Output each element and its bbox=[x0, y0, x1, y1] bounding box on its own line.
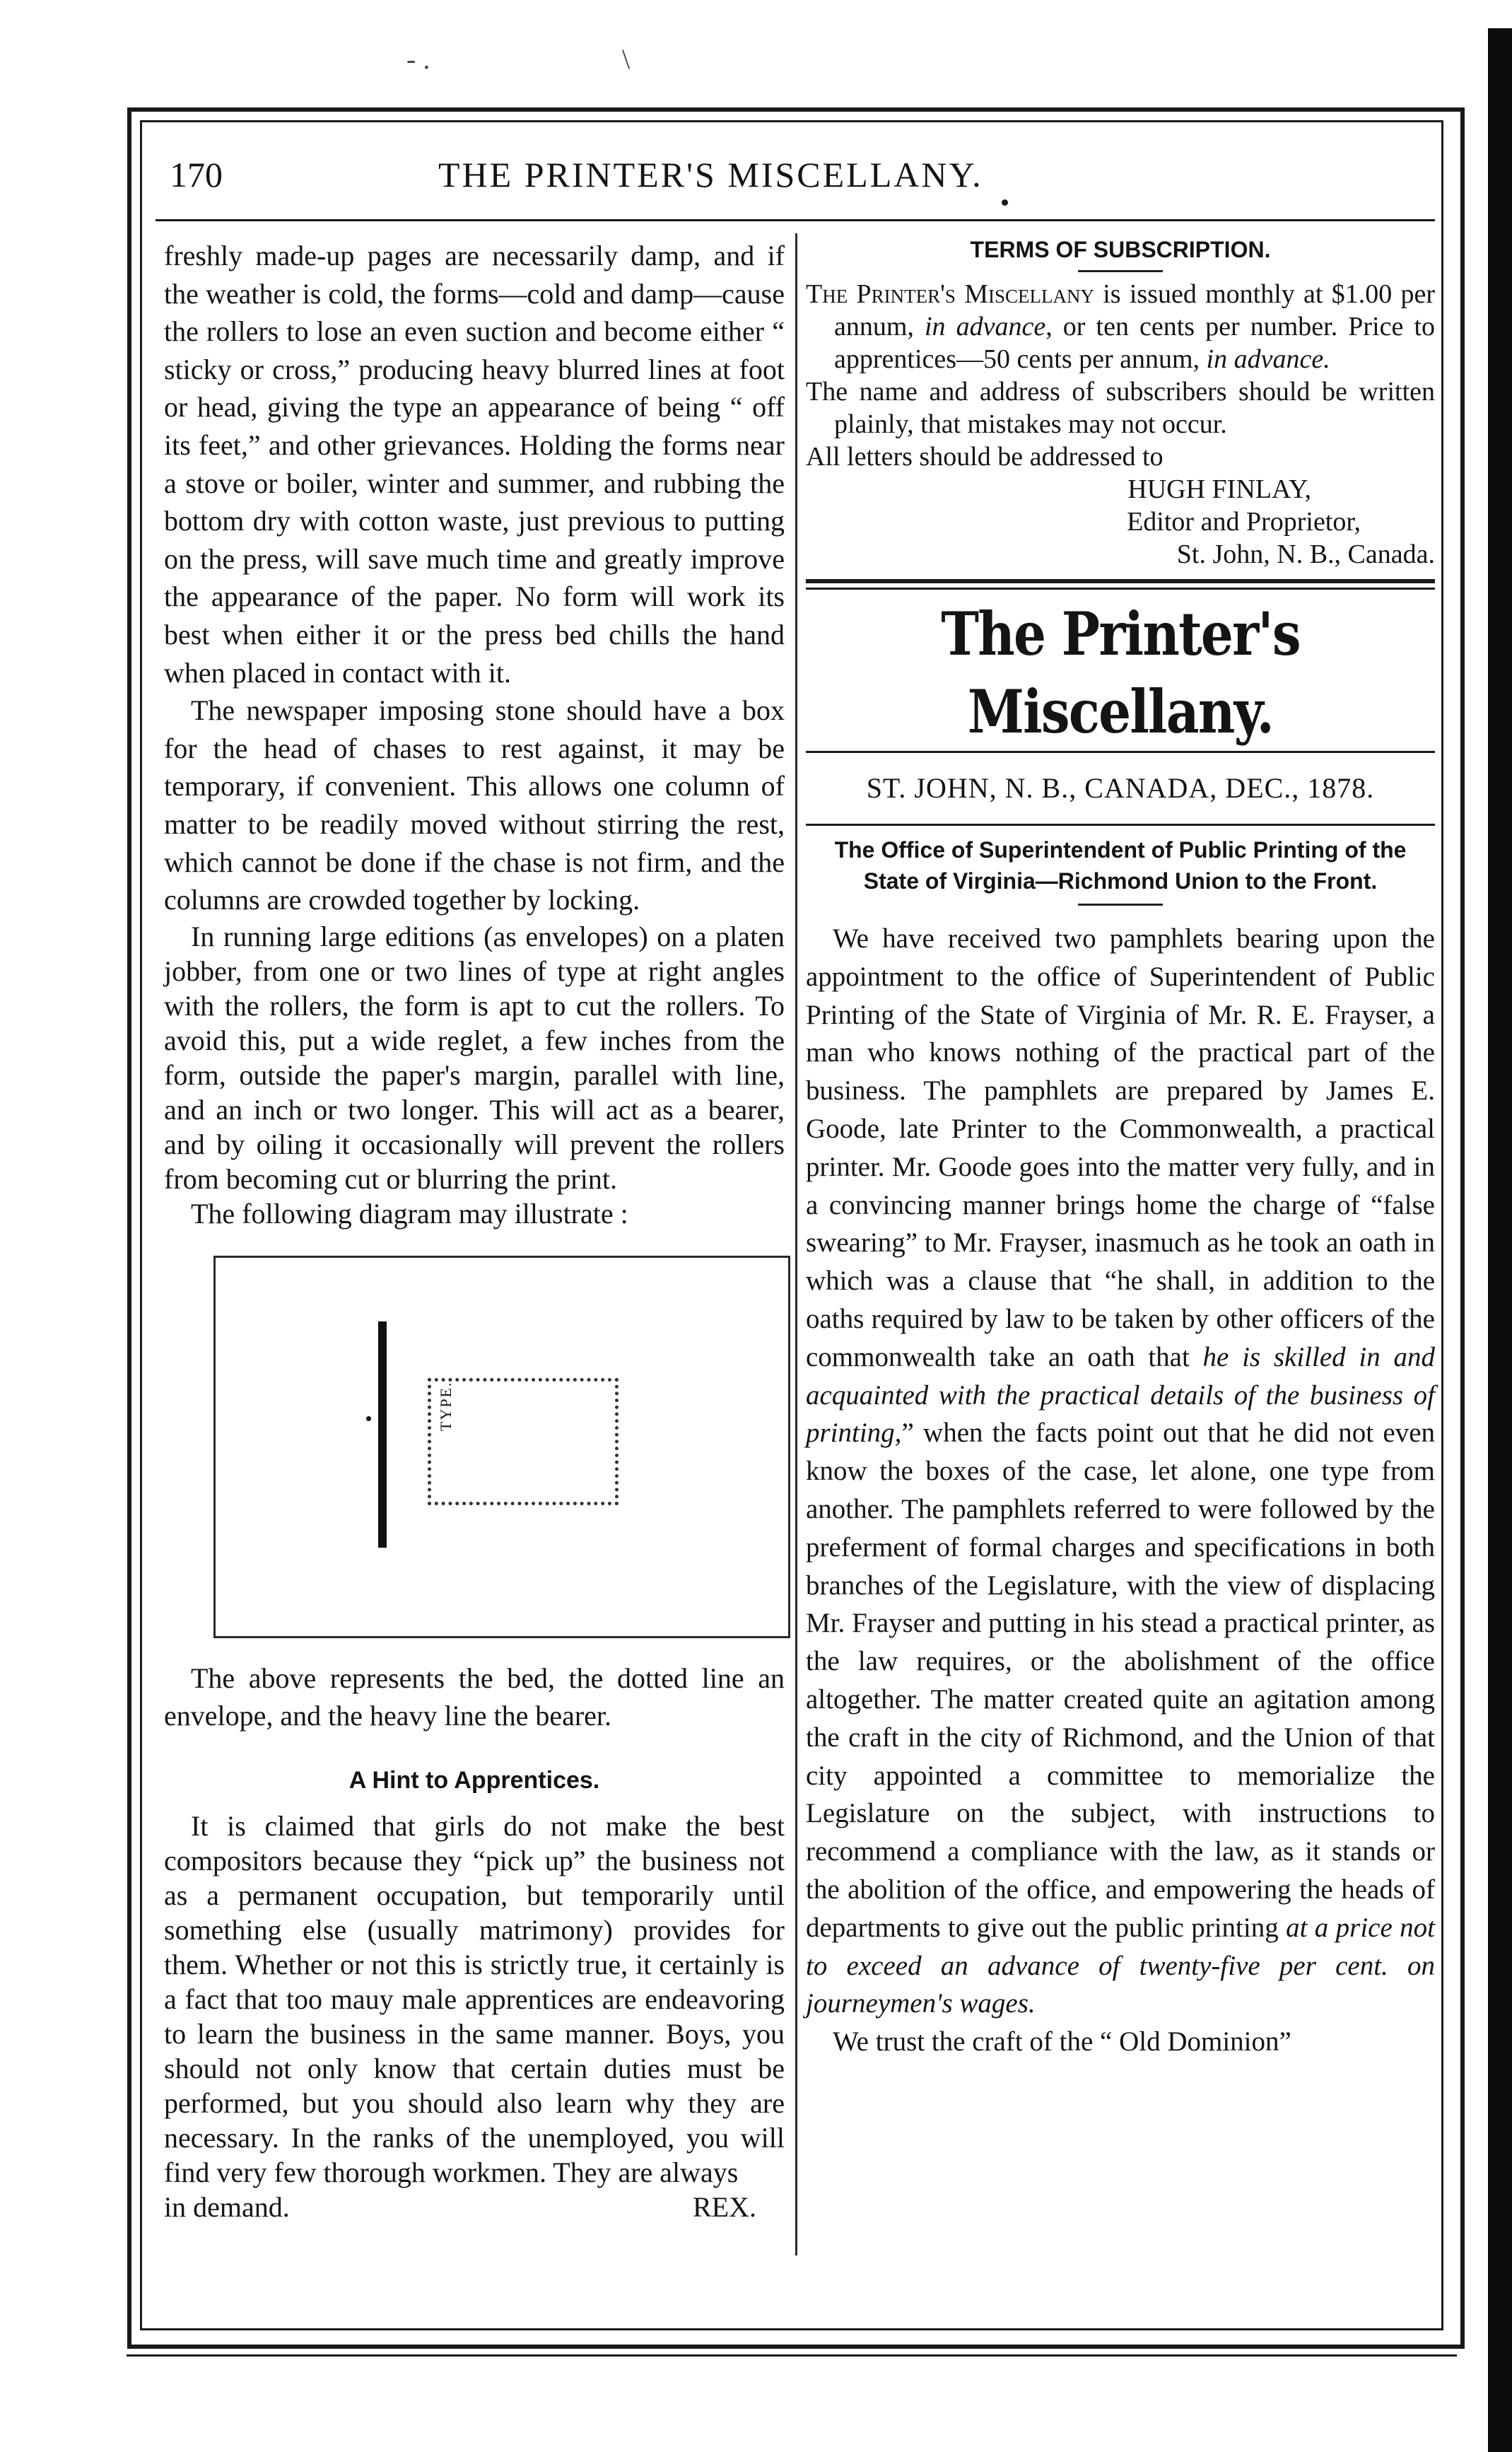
bearer-line bbox=[378, 1321, 387, 1548]
paragraph: It is claimed that girls do not make the best compositors because they “pick up” the business not as a permanent occupation, but temporarily until something else (usually matrimony) provides for them. Whether or not this is strictly true, it certainly is a fact that too mauy male apprentices are endeavoring to learn the business in the same manner. Boys, you should not only know that certain duties must be performed, but you should also learn why they are necessary. In the ranks of the unemployed, you will find very few thorough workmen. They are always bbox=[164, 1809, 785, 2188]
short-rule bbox=[1078, 270, 1163, 272]
diagram-caption: The above represents the bed, the dotted line an envelope, and the heavy line the bearer. bbox=[164, 1662, 785, 1732]
bottom-rule bbox=[127, 2354, 1457, 2357]
terms-paragraph bbox=[806, 278, 1435, 375]
terms-text: is issued monthly at $1.00 per annum, bbox=[834, 279, 1435, 341]
editor-title: Editor and Proprietor, bbox=[1127, 507, 1361, 537]
article-paragraph bbox=[806, 920, 1435, 2023]
header-rule bbox=[156, 219, 1435, 221]
masthead-rule bbox=[806, 579, 1435, 590]
masthead: The Printer's Miscellany. bbox=[941, 599, 1300, 747]
column-rule bbox=[795, 233, 797, 2255]
article-paragraph: We trust the craft of the “ Old Dominion” bbox=[833, 2026, 1291, 2057]
emphasis: in advance bbox=[925, 312, 1046, 341]
editor-name: HUGH FINLAY, bbox=[1127, 474, 1311, 504]
publication-name: The Printer's Miscellany bbox=[806, 279, 1094, 309]
press-bed-diagram bbox=[213, 1256, 790, 1638]
envelope-outline bbox=[428, 1378, 619, 1505]
article-text: We have received two pamphlets bearing upon the appointment to the office of Superintendent of Public Printing of the State of Virginia of Mr. R. E. Frayser, a man who knows nothing of the practical part of the business. The pamphlets are prepared by James E. Goode, late Printer to the Commonwealth, a practical printer. Mr. Goode goes into the matter very fully, and in a convincing manner brings home the charge of “false swearing” to Mr. Frayser, inasmuch as he took an oath in which was a clause that “he shall, in addition to the oaths required by law to be taken by other officers of the commonwealth take an oath that bbox=[806, 923, 1435, 1372]
paragraph: freshly made-up pages are necessarily damp, and if the weather is cold, the forms—cold and damp—cause the rollers to lose an even suction and become either “ sticky or cross,” producing heavy blurred lines at foot or head, giving the type an appearance of being “ off its feet,” and other grievances. Holding the forms near a stove or boiler, winter and summer, and rubbing the bottom dry with cotton waste, just previous to putting on the press, will save much time and greatly improve the appearance of the paper. No form will work its best when either it or the press bed chills the hand when placed in contact with it. bbox=[164, 240, 785, 689]
article-body bbox=[806, 920, 1435, 2061]
page-number: 170 bbox=[170, 155, 223, 194]
scan-edge bbox=[1488, 28, 1512, 2452]
terms-heading: TERMS OF SUBSCRIPTION. bbox=[970, 237, 1271, 262]
article-text: ” when the facts point out that he did not even know the boxes of the case, let alone, one type from another. The pamphlets referred to were followed by the preferment of formal charges and specifications in both branches of the Legislature, with the view of displacing Mr. Frayser and putting in his stead a practical printer, as the law requires, or the abolishment of the office altogether. The matter created quite an agitation among the craft in the city of Richmond, and the Union of that city appointed a committee to memorialize the Legislature on the subject, with instructions to recommend a compliance with the law, as it stands or the abolition of the office, and empowering the heads of departments to give out the public printing bbox=[806, 1418, 1435, 1943]
signature-line bbox=[164, 2190, 785, 2224]
dateline: ST. JOHN, N. B., CANADA, DEC., 1878. bbox=[866, 772, 1375, 804]
header-ornament bbox=[1002, 199, 1008, 206]
type-label: TYPE. bbox=[437, 1381, 455, 1431]
section-heading: A Hint to Apprentices. bbox=[348, 1766, 600, 1794]
terms-text: , or ten cents per number. Price to apprentices—50 cents per annum, bbox=[834, 312, 1436, 374]
paragraph: In running large editions (as envelopes) on a platen jobber, from one or two lines of type at right angles with the rollers, the form is apt to cut the rollers. To avoid this, put a wide reglet, a few inches from the form, outside the paper's margin, parallel with line, and an inch or two longer. This will act as a bearer, and by oiling it occasionally will prevent the rollers from becoming cut or blurring the print. bbox=[164, 920, 785, 1195]
emphasis: at a price not to exceed an advance of twenty-five per cent. on journeymen's wages. bbox=[806, 1912, 1435, 2019]
terms-paragraph: All letters should be addressed to bbox=[806, 442, 1164, 472]
paragraph: The following diagram may illustrate : bbox=[191, 1197, 628, 1230]
scan-mark: - . bbox=[406, 43, 430, 75]
emphasis: in advance. bbox=[1206, 344, 1330, 374]
signature: REX. bbox=[693, 2190, 756, 2223]
terms-block bbox=[806, 278, 1435, 571]
closing-text: in demand. bbox=[164, 2190, 290, 2223]
article-heading: The Office of Superintendent of Public Printing of the State of Virginia—Richmond Union to the Front. bbox=[834, 837, 1407, 894]
diagram-dot bbox=[366, 1416, 371, 1421]
terms-paragraph: The name and address of subscribers should be written plainly, that mistakes may not occur. bbox=[806, 377, 1435, 439]
short-rule bbox=[1078, 904, 1163, 906]
running-title: THE PRINTER'S MISCELLANY. bbox=[438, 155, 983, 194]
left-column bbox=[164, 237, 785, 2224]
dateline-rule bbox=[806, 824, 1435, 826]
emphasis: he is skilled in and acquainted with the practical details of the business of printing, bbox=[806, 1341, 1435, 1449]
paragraph: The newspaper imposing stone should have a box for the head of chases to rest against, it may be temporary, if convenient. This allows one column of matter to be readily moved without stirring the rest, which cannot be done if the chase is not firm, and the columns are crowded together by locking. bbox=[164, 694, 785, 916]
scan-mark: \ bbox=[622, 43, 631, 75]
page-header bbox=[163, 148, 1435, 205]
right-column bbox=[806, 237, 1435, 2061]
editor-city: St. John, N. B., Canada. bbox=[1176, 539, 1435, 569]
